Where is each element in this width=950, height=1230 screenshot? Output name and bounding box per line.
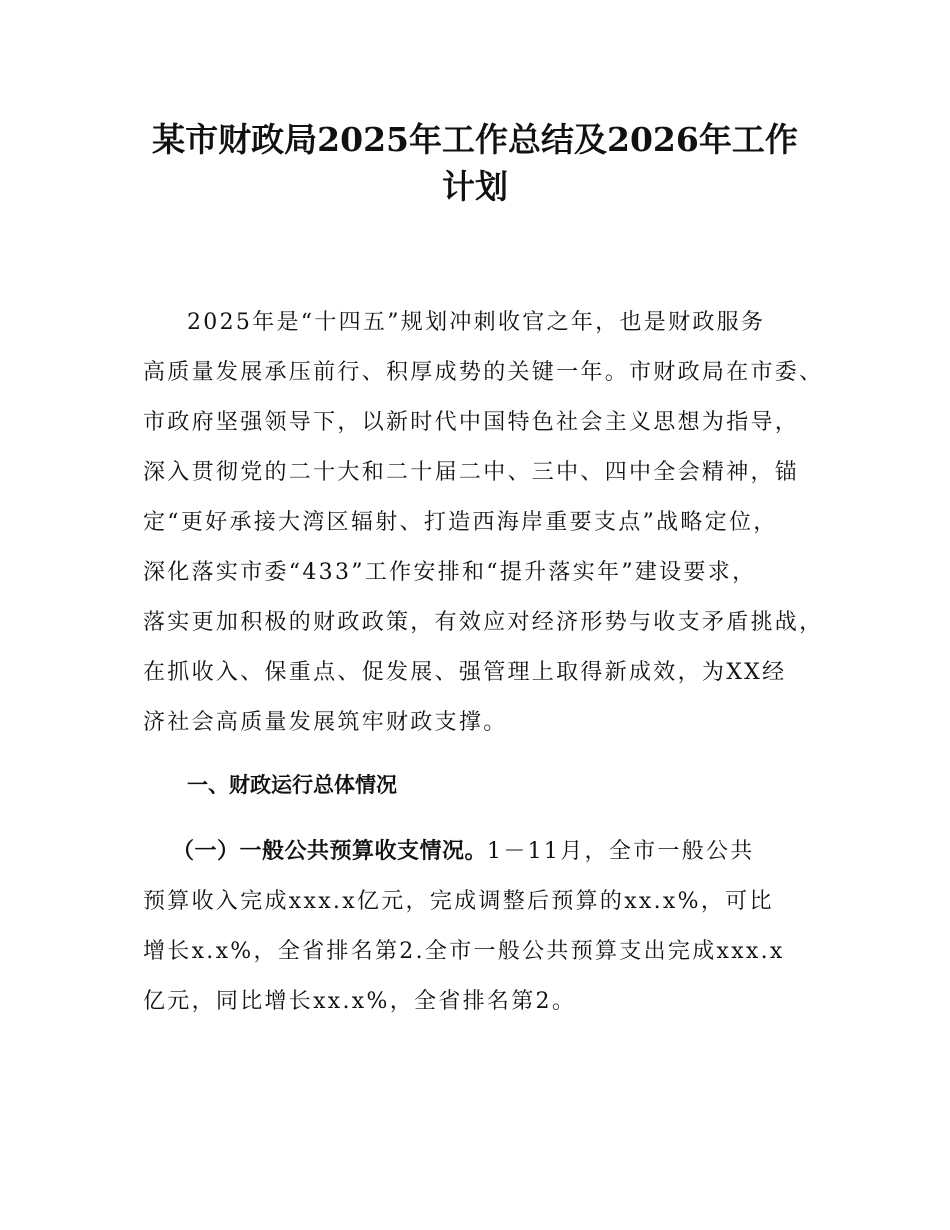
- paragraph-line: 在抓收入、保重点、促发展、强管理上取得新成效，为XX经: [143, 660, 787, 685]
- subsection-first-line-text: 1－11月，全市一般公共: [487, 839, 755, 864]
- paragraph-line: 定“更好承接大湾区辐射、打造西海岸重要支点”战略定位，: [143, 510, 778, 535]
- paragraph-line: 高质量发展承压前行、积厚成势的关键一年。市财政局在市委、: [143, 360, 824, 385]
- paragraph-line: 济社会高质量发展筑牢财政支撑。: [143, 710, 508, 735]
- paragraph-line: 深化落实市委“433”工作安排和“提升落实年”建设要求，: [143, 560, 757, 585]
- subsection-heading: （一）一般公共预算收支情况。: [172, 839, 488, 864]
- paragraph-line: 2025年是“十四五”规划冲刺收官之年，也是财政服务: [187, 310, 766, 335]
- paragraph-line: 预算收入完成xxx.x亿元，完成调整后预算的xx.x%，可比: [143, 889, 774, 914]
- section-heading-1: 一、财政运行总体情况: [187, 773, 397, 797]
- document-title-line-1: 某市财政局2025年工作总结及2026年工作: [152, 120, 798, 159]
- paragraph-line: 深入贯彻党的二十大和二十届二中、三中、四中全会精神，锚: [143, 460, 800, 485]
- paragraph-line: 市政府坚强领导下，以新时代中国特色社会主义思想为指导，: [143, 410, 800, 435]
- paragraph-line: 落实更加积极的财政政策，有效应对经济形势与收支矛盾挑战，: [143, 610, 824, 635]
- paragraph-line: 亿元，同比增长xx.x%，全省排名第2。: [143, 989, 577, 1014]
- document-title-line-2: 计划: [442, 167, 508, 206]
- paragraph-line: 增长x.x%，全省排名第2.全市一般公共预算支出完成xxx.x: [143, 939, 785, 964]
- subsection-first-line: [172, 837, 755, 867]
